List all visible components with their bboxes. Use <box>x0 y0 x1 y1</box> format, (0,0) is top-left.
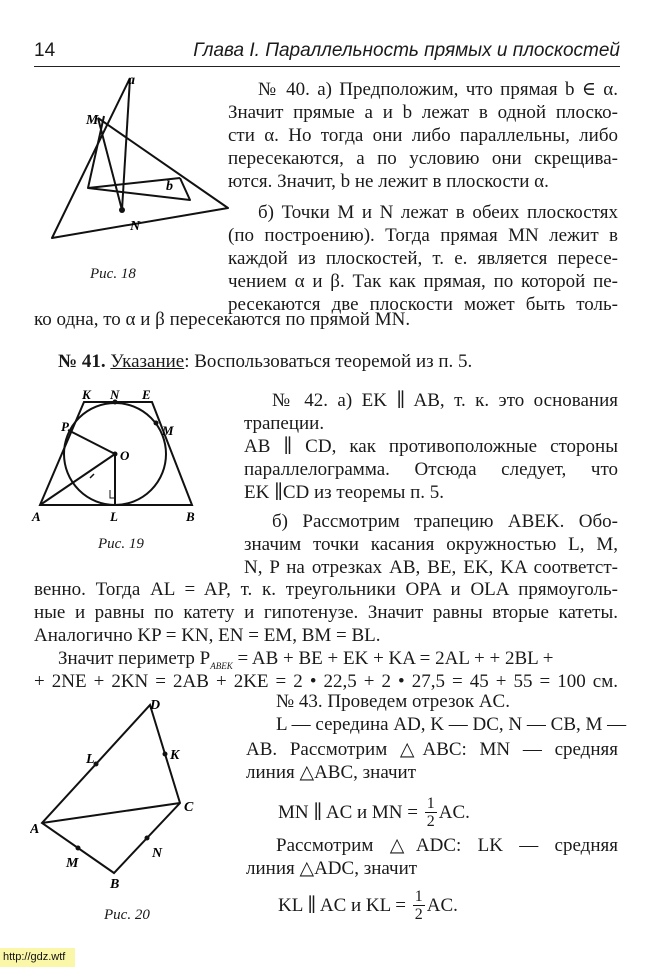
problem-41 <box>58 350 472 373</box>
p40-line: пересекаются, а по условию они скрещива- <box>228 148 618 169</box>
fig20-label-l: L <box>86 752 95 767</box>
p40-line: ресекаются две плоскости может быть толь- <box>228 294 618 315</box>
fig19-label-a: A <box>32 509 41 524</box>
fraction-half <box>413 888 425 923</box>
p43-line: линия △ADC, значит <box>246 858 418 879</box>
p42-line: ные и равны по катету и гипотенузе. Значит равны вторые катеты. <box>34 602 618 623</box>
p43-line: AB. Рассмотрим △ABC: MN — средняя <box>246 739 618 760</box>
p41-number: № 41. <box>58 351 106 372</box>
p42-line: № 42. а) EK ∥ AB, т. к. это основания <box>272 390 618 411</box>
fig20-point-m <box>76 846 81 851</box>
fig19-point-m <box>154 421 159 426</box>
fig20-label-c: C <box>184 800 194 815</box>
page-header <box>34 40 620 64</box>
fig18-label-b: b <box>166 179 173 194</box>
fig20-point-n <box>145 836 150 841</box>
p42-line: б) Рассмотрим трапецию ABEK. Обо- <box>272 511 618 532</box>
p40-line: каждой из плоскостей, т. е. является пересе- <box>228 248 618 269</box>
figure-19 <box>30 390 220 530</box>
p40-line: ются. Значит, b не лежит в плоскости α. <box>228 171 549 192</box>
fig20-label-m: M <box>66 856 79 871</box>
p42-line: Аналогично KP = KN, EN = EM, BM = BL. <box>34 625 381 646</box>
p42-line: + 2NE + 2KN = 2AB + 2KE = 2 • 22,5 + 2 • 27,5 = 45 + 55 = 100 см. <box>34 671 618 692</box>
p40-line: (по построению). Тогда прямая MN лежит в <box>228 225 618 246</box>
p42-line: AB ∥ CD, как противоположные стороны <box>244 436 618 457</box>
p43-line: линия △ABC, значит <box>246 762 417 783</box>
p42-line: трапеции. <box>244 413 325 434</box>
p43-formula-mn <box>278 795 470 830</box>
fig20-label-k: K <box>170 748 180 763</box>
p43-line: № 43. Проведем отрезок AC. <box>276 691 510 712</box>
fig19-label-e: E <box>142 390 151 402</box>
p43-line: L — середина AD, K — DC, N — CB, M — <box>276 714 627 735</box>
p42-line: венно. Тогда AL = AP, т. к. треугольники OPA и OLA прямоуголь- <box>34 579 618 600</box>
p43-formula-kl-end: AC. <box>426 894 458 916</box>
fig20-label-n: N <box>152 846 163 861</box>
p42-line: N, P на отрезках AB, BE, EK, KA соответст- <box>244 557 618 578</box>
p41-hint-word: Указание <box>110 351 185 372</box>
p42-perimeter-start: Значит периметр P <box>58 648 211 669</box>
chapter-title: Глава I. Параллельность прямых и плоскостей <box>193 40 620 61</box>
fig19-label-n: N <box>110 390 120 402</box>
fig18-caption: Рис. 18 <box>90 266 136 282</box>
fig19-label-o: O <box>120 448 130 463</box>
figure-18 <box>30 70 230 285</box>
p42-line: значим точки касания окружностью L, M, <box>244 534 618 555</box>
p42-line: EK ∥CD из теоремы п. 5. <box>244 482 445 503</box>
p40-line: б) Точки M и N лежат в обеих плоскостях <box>258 202 618 223</box>
p40-line: ко одна, то α и β пересекаются по прямой MN. <box>34 309 411 330</box>
p43-formula-kl <box>278 888 458 923</box>
fig18-label-n: N <box>130 219 141 234</box>
fig20-diagonal-ac <box>42 803 180 823</box>
p43-formula-mn-start: MN ∥ AC и MN = <box>278 801 418 823</box>
fig19-label-m: M <box>162 423 174 438</box>
fig18-point-n <box>119 207 125 213</box>
fig19-label-b: B <box>186 509 195 524</box>
p41-rest: : Воспользоваться теоремой из п. 5. <box>184 351 473 372</box>
fig19-point-o <box>113 452 118 457</box>
p40-line: Значит прямые a и b лежат в одной плоско- <box>228 102 618 123</box>
fig19-label-k: K <box>82 390 91 402</box>
p40-line: сти α. Но тогда они либо параллельны, либо <box>228 125 618 146</box>
fraction-half <box>425 795 437 830</box>
fig19-label-l: L <box>110 509 118 524</box>
header-rule <box>34 66 620 67</box>
fig18-plane-beta <box>88 116 190 200</box>
fig20-label-d: D <box>150 698 161 713</box>
p40-line: чением α и β. Так как прямая, по которой пе- <box>228 271 618 292</box>
fig19-label-p: P <box>61 419 69 434</box>
fig18-line-a <box>122 78 130 210</box>
fig20-label-a: A <box>30 822 40 837</box>
fig20-label-b: B <box>110 877 120 892</box>
fig18-label-m: M <box>86 113 99 128</box>
fraction-denominator: 2 <box>414 906 423 923</box>
footer-url-link[interactable]: http://gdz.wtf <box>0 948 75 967</box>
fig20-point-k <box>163 752 168 757</box>
fraction-denominator: 2 <box>426 813 435 830</box>
fig19-radius-op <box>68 430 115 454</box>
fig18-plane-alpha <box>52 78 228 238</box>
p40-line: № 40. а) Предположим, что прямая b ∈ α. <box>258 79 618 100</box>
fraction-numerator: 1 <box>426 795 435 812</box>
fraction-numerator: 1 <box>414 888 423 905</box>
fig19-caption: Рис. 19 <box>98 536 144 552</box>
p43-formula-kl-start: KL ∥ AC и KL = <box>278 894 406 916</box>
figure-20 <box>30 695 210 895</box>
p42-line: параллелограмма. Отсюда следует, что <box>244 459 618 480</box>
fig19-tick <box>90 474 94 478</box>
p42-perimeter-subscript: ABEK <box>210 660 233 671</box>
fig18-label-a: a <box>128 73 135 88</box>
p43-formula-mn-end: AC. <box>438 801 470 823</box>
p43-line: Рассмотрим △ADC: LK — средняя <box>276 835 618 856</box>
p42-perimeter-rest: = AB + BE + EK + KA = 2AL + + 2BL + <box>232 648 554 669</box>
page-number: 14 <box>34 40 56 61</box>
fig20-caption: Рис. 20 <box>104 907 150 923</box>
